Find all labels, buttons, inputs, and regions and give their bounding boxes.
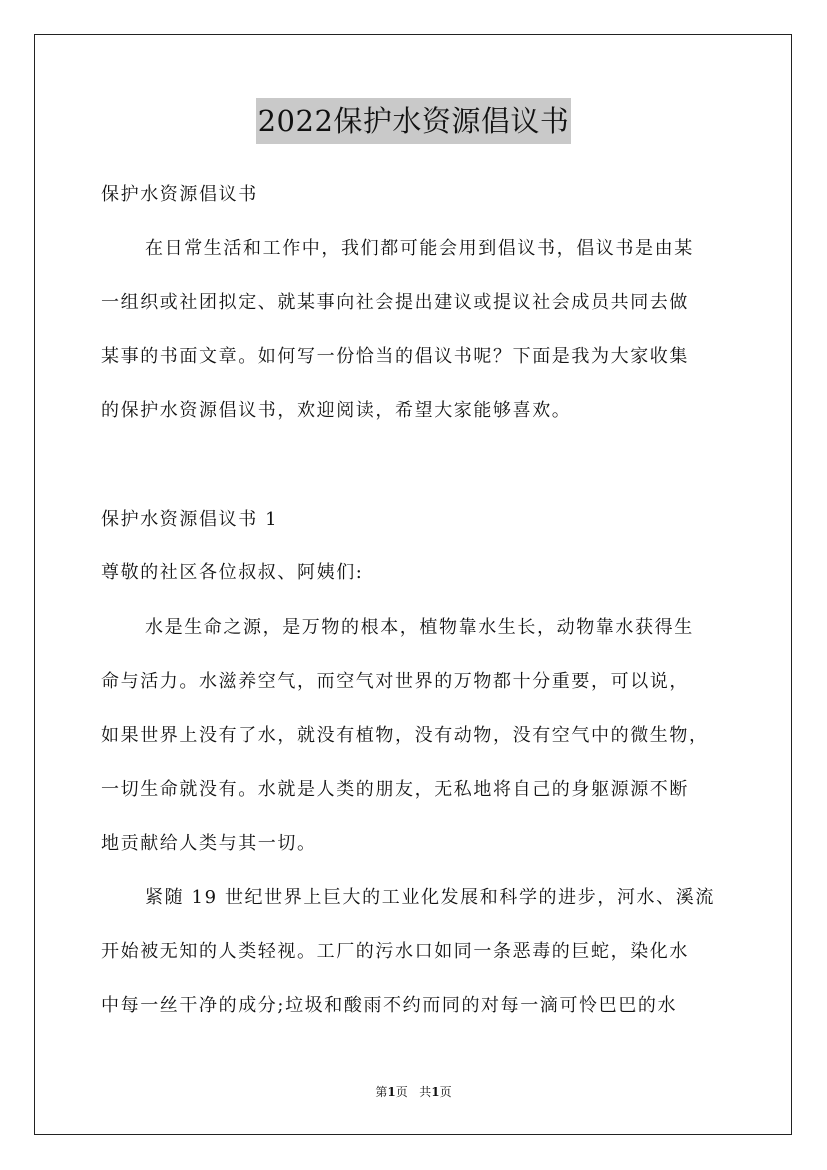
footer-page-prefix: 第 xyxy=(375,1085,388,1099)
paragraph-line: 地贡献给人类与其一切。 xyxy=(101,833,317,854)
paragraph-line: 水是生命之源，是万物的根本，植物靠水生长，动物靠水获得生 xyxy=(145,617,694,638)
intro-line: 在日常生活和工作中，我们都可能会用到倡议书，倡议书是由某 xyxy=(145,238,694,259)
paragraph-line: 中每一丝干净的成分;垃圾和酸雨不约而同的对每一滴可怜巴巴的水 xyxy=(101,995,678,1016)
section-heading: 保护水资源倡议书 1 xyxy=(101,509,279,530)
paragraph-line: 一切生命就没有。水就是人类的朋友，无私地将自己的身躯源源不断 xyxy=(101,779,689,800)
intro-line: 的保护水资源倡议书，欢迎阅读，希望大家能够喜欢。 xyxy=(101,400,572,421)
footer-page-suffix: 页 xyxy=(395,1085,408,1099)
salutation: 尊敬的社区各位叔叔、阿姨们: xyxy=(101,562,364,583)
document-title: 2022保护水资源倡议书 xyxy=(256,98,572,144)
footer-total-number: 1 xyxy=(431,1085,440,1099)
paragraph-line: 紧随 19 世纪世界上巨大的工业化发展和科学的进步，河水、溪流 xyxy=(145,887,715,908)
paragraph-line: 如果世界上没有了水，就没有植物，没有动物，没有空气中的微生物， xyxy=(101,725,709,746)
intro-line: 某事的书面文章。如何写一份恰当的倡议书呢？下面是我为大家收集 xyxy=(101,346,689,367)
footer-total-prefix: 共 xyxy=(419,1085,432,1099)
intro-line: 一组织或社团拟定、就某事向社会提出建议或提议社会成员共同去做 xyxy=(101,292,689,313)
footer-page-number: 1 xyxy=(387,1085,396,1099)
paragraph-line: 命与活力。水滋养空气，而空气对世界的万物都十分重要，可以说， xyxy=(101,671,689,692)
page-footer xyxy=(0,1084,827,1100)
document-subtitle: 保护水资源倡议书 xyxy=(101,184,258,205)
paragraph-line: 开始被无知的人类轻视。工厂的污水口如同一条恶毒的巨蛇，染化水 xyxy=(101,941,689,962)
footer-total-suffix: 页 xyxy=(439,1085,452,1099)
title-container xyxy=(0,98,827,144)
